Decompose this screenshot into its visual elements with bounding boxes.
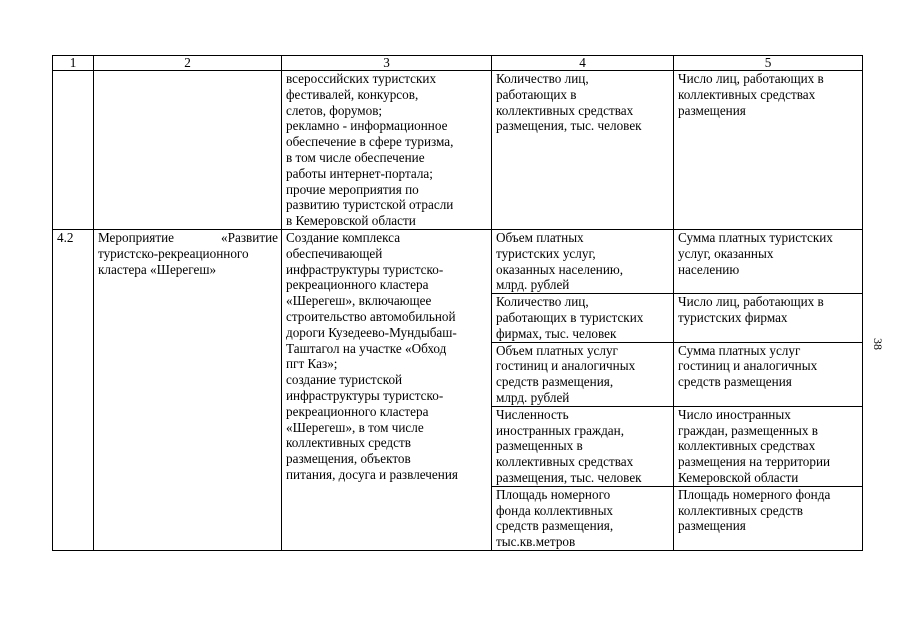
continuation-indicator-cell: Количество лиц, работающих в коллективных средствах размещения, тыс. человек [492, 71, 674, 230]
event-description-cell: Создание комплекса обеспечивающей инфраструктуры туристско- рекреационного кластера «Шерегеш», включающее строительство автомобильной дороги Кузедеево-Мундыбаш- Таштагол на участке «Обход пгт Каз»; создание туристской инфраструктуры туристско- рекреационного кластера «Шерегеш», в том числе коллективных средств размещения, объектов питания, досуга и развлечения [282, 229, 492, 550]
continuation-row [53, 71, 863, 230]
indicator-name-cell: Площадь номерного фонда коллективных средств размещения, тыс.кв.метров [492, 486, 674, 550]
header-row [53, 56, 863, 71]
header-col-2: 2 [94, 56, 282, 71]
table-row-4-2 [53, 229, 863, 293]
indicator-name-cell: Объем платных туристских услуг, оказанных населению, млрд. рублей [492, 229, 674, 293]
indicator-formula-cell: Сумма платных туристских услуг, оказанных населению [674, 229, 863, 293]
indicator-formula-cell: Сумма платных услуг гостиниц и аналогичных средств размещения [674, 342, 863, 406]
indicator-formula-cell: Число лиц, работающих в туристских фирмах [674, 294, 863, 342]
continuation-event-cell [94, 71, 282, 230]
continuation-number-cell [53, 71, 94, 230]
indicator-formula-cell: Площадь номерного фонда коллективных средств размещения [674, 486, 863, 550]
page-number: 38 [871, 338, 885, 350]
header-col-4: 4 [492, 56, 674, 71]
header-col-5: 5 [674, 56, 863, 71]
indicator-name-cell: Численность иностранных граждан, размещенных в коллективных средствах размещения, тыс. человек [492, 406, 674, 486]
program-table [52, 55, 863, 551]
table-header [53, 56, 863, 71]
event-name-cell: Мероприятие «Развитие туристско-рекреационного кластера «Шерегеш» [94, 229, 282, 550]
continuation-description-cell: всероссийских туристских фестивалей, конкурсов, слетов, форумов; рекламно - информационное обеспечение в сфере туризма, в том числе обеспечение работы интернет-портала; прочие мероприятия по развитию туристской отрасли в Кемеровской области [282, 71, 492, 230]
indicator-name-cell: Количество лиц, работающих в туристских фирмах, тыс. человек [492, 294, 674, 342]
row-number-cell: 4.2 [53, 229, 94, 550]
indicator-formula-cell: Число иностранных граждан, размещенных в коллективных средствах размещения на территории Кемеровской области [674, 406, 863, 486]
header-col-1: 1 [53, 56, 94, 71]
indicator-name-cell: Объем платных услуг гостиниц и аналогичных средств размещения, млрд. рублей [492, 342, 674, 406]
continuation-formula-cell: Число лиц, работающих в коллективных средствах размещения [674, 71, 863, 230]
table-body [53, 71, 863, 551]
header-col-3: 3 [282, 56, 492, 71]
